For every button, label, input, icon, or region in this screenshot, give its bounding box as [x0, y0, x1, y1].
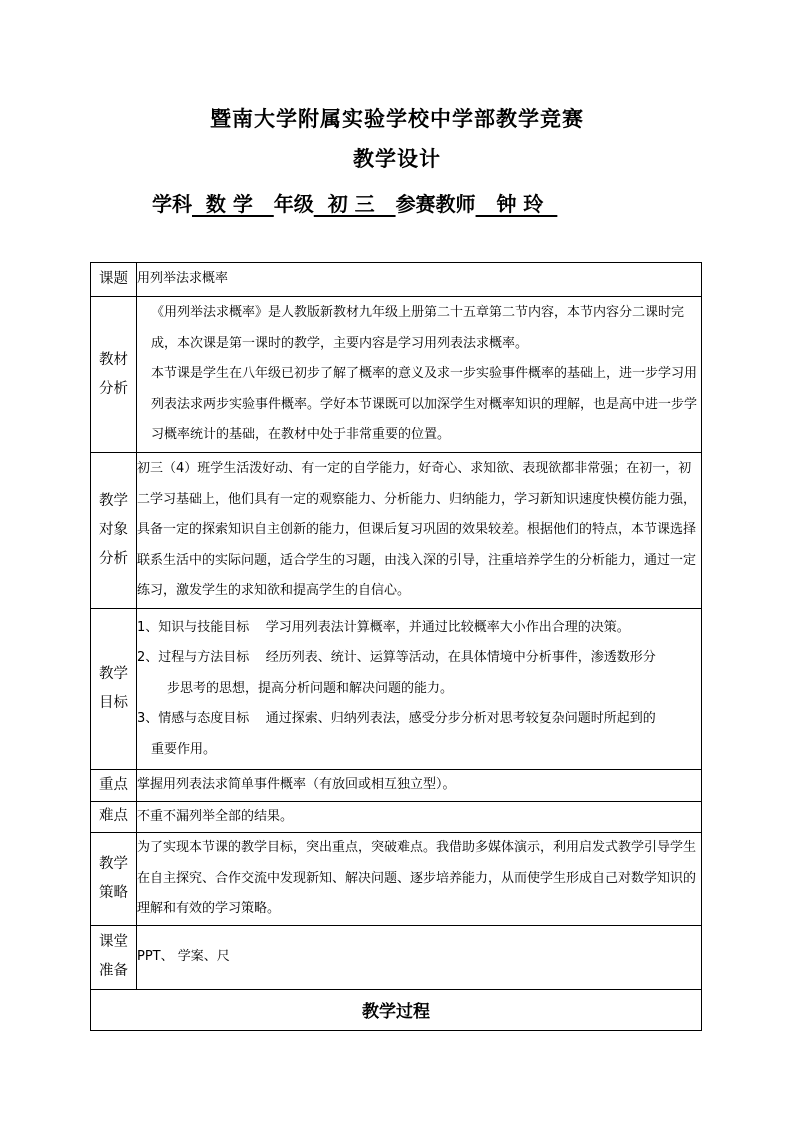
row-teaching-goals [91, 609, 702, 770]
material-label-text: 教材分析 [99, 351, 128, 397]
prep-value: PPT、 学案、尺 [137, 925, 702, 989]
strategy-value: 为了实现本节课的教学目标，突出重点，突破难点。我借助多媒体演示，利用启发式教学引导学生在自主探究、合作交流中发现新知、解决问题、逐步培养能力，从而使学生形成自己对数学知识的理解和有效的学习策略。 [137, 833, 702, 926]
row-topic [91, 263, 702, 297]
document-subtitle: 教学设计 [353, 146, 441, 171]
teaching-process-heading: 教学过程 [91, 989, 702, 1030]
students-label [91, 453, 137, 609]
goal-3-line-2: 重要作用。 [151, 741, 217, 757]
goal-2-line-1: 2、过程与方法目标 经历列表、统计、运算等活动，在具体情境中分析事件，渗透数形分 [137, 650, 656, 666]
key-point-label: 重点 [91, 770, 137, 802]
prep-label-text: 课堂准备 [99, 934, 128, 979]
document-title: 暨南大学附属实验学校中学部教学竞赛 [210, 106, 584, 131]
row-strategy [91, 833, 702, 926]
topic-value: 用列举法求概率 [137, 263, 702, 297]
strategy-label [91, 833, 137, 926]
teacher-value: 钟 玲 [475, 192, 558, 216]
key-point-value: 掌握用列表法求简单事件概率（有放回或相互独立型）。 [137, 770, 702, 802]
difficulty-label: 难点 [91, 801, 137, 833]
material-paragraph-2: 本节课是学生在八年级已初步了解了概率的意义及求一步实验事件概率的基础上，进一步学习用列表法求两步实验事件概率。学好本节课既可以加深学生对概率知识的理解，也是高中进一步学习概率统计的基础，在教材中处于非常重要的位置。 [151, 366, 698, 443]
row-class-preparation [91, 925, 702, 989]
material-label [91, 297, 137, 453]
prep-label [91, 925, 137, 989]
material-paragraph-1: 《用列举法求概率》是人教版新教材九年级上册第二十五章第二节内容，本节内容分二课时完成，本次课是第一课时的教学，主要内容是学习用列表法求概率。 [151, 305, 685, 351]
subject-value: 数 学 [192, 192, 274, 216]
row-material-analysis [91, 297, 702, 453]
subject-grade-teacher-line [152, 188, 557, 217]
lesson-plan-table [90, 262, 702, 1031]
subject-label: 学科 [152, 192, 192, 216]
students-label-text: 教学对象分析 [99, 493, 128, 567]
goals-content [137, 609, 702, 770]
goal-2-line-2: 步思考的思想，提高分析问题和解决问题的能力。 [167, 680, 454, 696]
goals-label-text: 教学目标 [99, 666, 128, 711]
goal-1: 1、知识与技能目标 学习用列表法计算概率，并通过比较概率大小作出合理的决策。 [137, 619, 630, 635]
row-key-point [91, 770, 702, 802]
students-paragraph: 初三（4）班学生活泼好动、有一定的自学能力，好奇心、求知欲、表现欲都非常强；在初一，初二学习基础上，他们具有一定的观察能力、分析能力、归纳能力，学习新知识速度快模仿能力强，具备一定的探索知识自主创新的能力，但课后复习巩固的效果较差。根据他们的特点，本节课选择联系生活中的实际问题，适合学生的习题，由浅入深的引导，注重培养学生的分析能力，通过一定练习，激发学生的求知欲和提高学生的自信心。 [137, 461, 697, 599]
goals-label [91, 609, 137, 770]
material-content [137, 297, 702, 453]
students-content [137, 453, 702, 609]
topic-label: 课题 [91, 263, 137, 297]
difficulty-value: 不重不漏列举全部的结果。 [137, 801, 702, 833]
row-student-analysis [91, 453, 702, 609]
teacher-label: 参赛教师 [395, 192, 476, 216]
strategy-label-text: 教学策略 [99, 855, 128, 901]
grade-value: 初 三 [313, 192, 396, 216]
grade-label: 年级 [273, 192, 314, 216]
goal-3-line-1: 3、情感与态度目标 通过探索、归纳列表法，感受分步分析对思考较复杂问题时所起到的 [137, 711, 656, 727]
row-teaching-process [91, 989, 702, 1030]
row-difficulty [91, 801, 702, 833]
